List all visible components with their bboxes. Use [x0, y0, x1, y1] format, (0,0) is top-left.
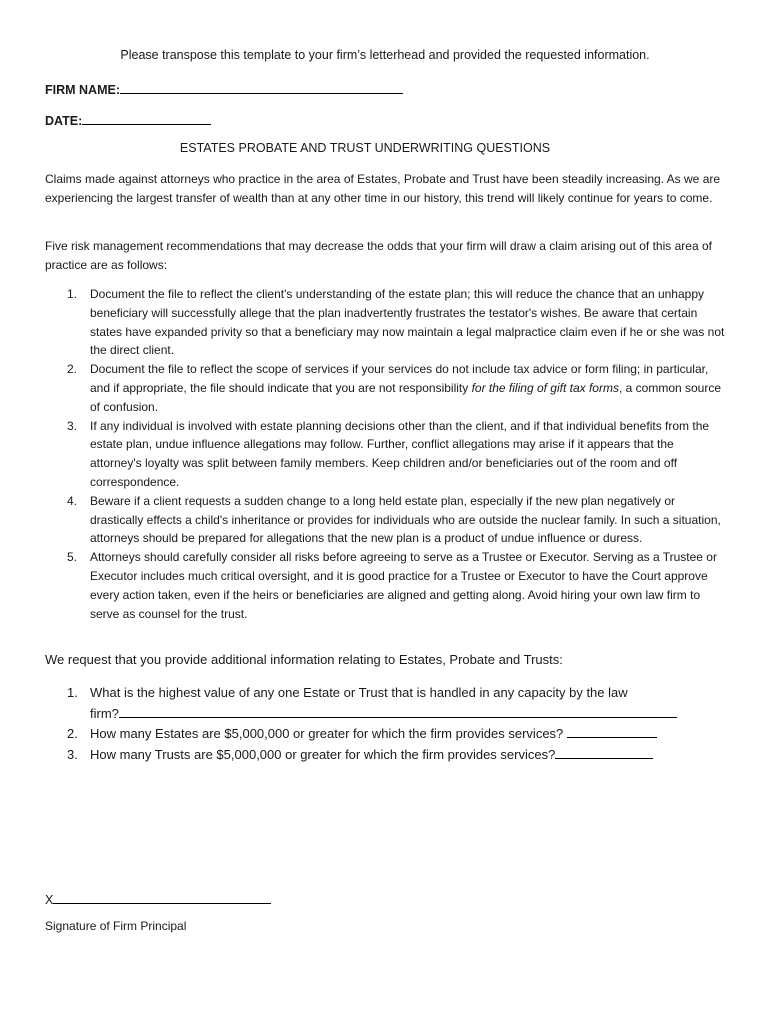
list-item [45, 492, 725, 548]
item-text: Document the file to reflect the client's understanding of the estate plan; this will reduce the chance that an unhappy beneficiary will successfully allege that the plan inadvertently frustrates the testator's wishes. Be aware that certain states have expanded privity so that a beneficiary may now maintain a legal malpractice claim even if he or she was not the direct client. [90, 287, 725, 358]
answer-blank[interactable] [119, 704, 677, 718]
recommendations-intro: Five risk management recommendations that may decrease the odds that your firm will draw a claim arising out of this area of practice are as follows: [45, 239, 712, 272]
date-field[interactable] [45, 112, 211, 128]
list-item [45, 548, 725, 623]
signature-line[interactable] [45, 890, 271, 907]
item-number: 3. [67, 746, 78, 762]
question-item [45, 724, 725, 745]
item-number: 1. [67, 685, 78, 700]
item-number: 1. [67, 287, 78, 301]
item-number: 2. [67, 362, 78, 377]
answer-blank[interactable] [567, 724, 657, 738]
question-item [45, 745, 725, 766]
signature-label: Signature of Firm Principal [45, 919, 187, 933]
question-text: firm? [90, 705, 119, 721]
item-text: Document the file to reflect the scope of services if your services do not include tax advice or form filing; in particular, and if appropriate, the file should indicate that you are not responsibility [90, 362, 709, 395]
list-item [45, 417, 725, 492]
list-item [45, 285, 725, 360]
item-text-italic: for the filing of gift tax forms [471, 380, 619, 395]
signature-prefix: X [45, 893, 54, 907]
question-text: How many Estates are $5,000,000 or greater for which the firm provides services? [90, 726, 567, 741]
questions-list [45, 683, 725, 765]
item-number: 2. [67, 726, 78, 741]
item-number: 3. [67, 418, 78, 433]
firm-name-blank[interactable] [120, 81, 403, 94]
date-blank[interactable] [82, 112, 211, 125]
list-item [45, 360, 725, 416]
item-number: 4. [67, 493, 78, 508]
item-text: If any individual is involved with estate planning decisions other than the client, and if that individual benefits from the estate plan, undue influence allegations may follow. Further, conflict allegations may arise if it appears that the attorney's loyalty was split between family members. Keep children and/or beneficiaries out of the room and off correspondence. [90, 418, 710, 489]
recommendations-list [45, 285, 725, 623]
firm-name-field[interactable] [45, 81, 403, 97]
question-item [45, 683, 725, 724]
intro-paragraph: Claims made against attorneys who practice in the area of Estates, Probate and Trust have been steadily increasing. As we are experiencing the largest transfer of wealth than at any other time in our history, this trend will likely continue for years to come. [45, 172, 721, 205]
signature-blank[interactable] [53, 890, 271, 904]
item-number: 5. [67, 550, 78, 565]
question-text: What is the highest value of any one Estate or Trust that is handled in any capacity by the law [90, 685, 628, 700]
item-text: Attorneys should carefully consider all risks before agreeing to serve as a Trustee or Executor. Serving as a Trustee or Executor includes much critical oversight, and it is good practice for a Trustee or Executor to have the Court approve every action taken, even if the heirs or beneficiaries are aligned and getting along. Avoid hiring your own law firm to serve as counsel for the trust. [90, 550, 717, 621]
section-heading: ESTATES PROBATE AND TRUST UNDERWRITING QUESTIONS [179, 141, 551, 155]
instruction-text: Please transpose this template to your firm’s letterhead and provided the requested information. [120, 48, 650, 62]
item-text: Beware if a client requests a sudden change to a long held estate plan, especially if the new plan negatively or drastically effects a child's inheritance or provides for individuals who are outside the nuclear family. In such a situation, attorneys should be prepared for allegations that the new plan is a product of undue influence or duress. [90, 493, 721, 546]
question-text: How many Trusts are $5,000,000 or greater for which the firm provides services? [90, 746, 556, 762]
firm-name-label: FIRM NAME: [45, 83, 120, 97]
date-label: DATE: [45, 114, 83, 128]
item-text: , a common source of confusion. [90, 380, 722, 414]
request-intro: We request that you provide additional information relating to Estates, Probate and Trusts: [45, 652, 563, 667]
answer-blank[interactable] [555, 745, 653, 759]
